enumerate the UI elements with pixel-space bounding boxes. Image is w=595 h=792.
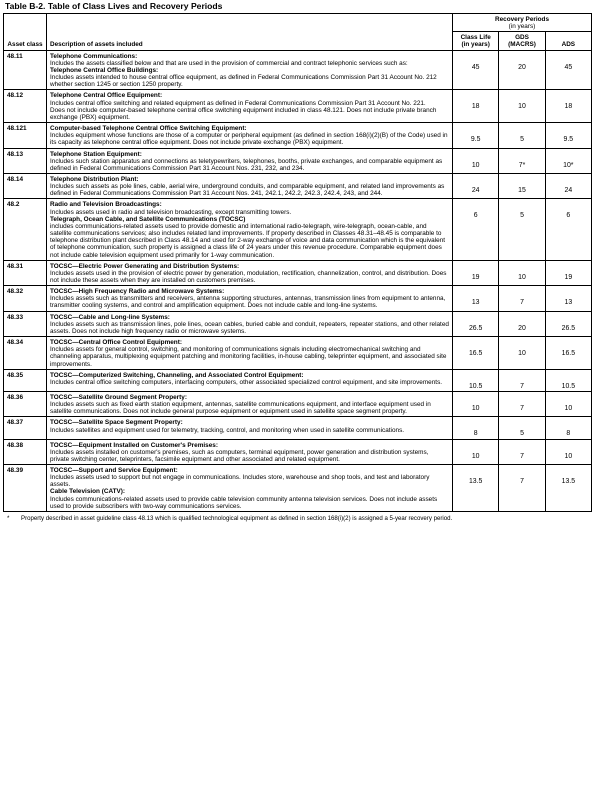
- table-row: [4, 90, 592, 123]
- description-text: Includes assets used to support but not engage in communications. Includes store, warehouse and shop tools, and test and laboratory assets.: [50, 474, 430, 489]
- description-text: Includes such station apparatus and connections as teletypewriters, telephones, booths, private exchanges, and comparable equipment as defined in Federal Communications Commission Part 31 Account Nos. 231, 232, and 234.: [50, 157, 443, 172]
- ads-cell: 45: [545, 50, 591, 90]
- asset-class-cell: 48.12: [4, 90, 47, 123]
- class-lives-table: [3, 13, 592, 512]
- description-heading: Cable Television (CATV):: [50, 488, 126, 496]
- gds-cell: 10: [499, 260, 545, 285]
- asset-class-cell: 48.121: [4, 123, 47, 148]
- asset-class-cell: 48.37: [4, 417, 47, 439]
- description-cell: [47, 123, 453, 148]
- gds-cell: 7: [499, 369, 545, 391]
- description-heading: TOCSC—Satellite Ground Segment Property:: [50, 393, 187, 401]
- description-heading: Radio and Television Broadcastings:: [50, 201, 162, 209]
- description-text: Includes central office switching computers, interfacing computers, other associated specialized control equipment, and site improvements.: [50, 378, 443, 386]
- table-body: [4, 50, 592, 511]
- class-life-cell: 24: [453, 173, 499, 198]
- description-heading: Telephone Central Office Buildings:: [50, 66, 159, 74]
- description-heading: TOCSC—Satellite Space Segment Property:: [50, 419, 183, 427]
- description-heading: Computer-based Telephone Central Office Switching Equipment:: [50, 125, 247, 133]
- gds-cell: 7: [499, 286, 545, 311]
- header-recovery-periods: [453, 14, 592, 32]
- gds-cell: 7: [499, 464, 545, 511]
- class-life-cell: 45: [453, 50, 499, 90]
- description-heading: TOCSC—Computerized Switching, Channeling, and Associated Control Equipment:: [50, 371, 304, 379]
- description-heading: TOCSC—Electric Power Generating and Distribution Systems:: [50, 262, 240, 270]
- table-row: [4, 439, 592, 464]
- class-life-cell: 16.5: [453, 337, 499, 370]
- class-life-cell: 26.5: [453, 311, 499, 336]
- footnote-text: Property described in asset guideline class 48.13 which is qualified technological equipment as defined in section 168(i)(2) is assigned a 5-year recovery period.: [21, 514, 453, 522]
- table-row: [4, 464, 592, 511]
- description-cell: [47, 90, 453, 123]
- table-row: [4, 369, 592, 391]
- description-cell: [47, 260, 453, 285]
- description-text: Includes assets such as transmitters and receivers, antenna supporting structures, antennas, transmission lines from equipment to antenna, transmitter cooling systems, and control and amplification equipment. Does not include cable and long-line systems.: [50, 295, 446, 310]
- gds-cell: 15: [499, 173, 545, 198]
- asset-class-cell: 48.34: [4, 337, 47, 370]
- asset-class-cell: 48.11: [4, 50, 47, 90]
- description-heading: Telephone Communications:: [50, 52, 138, 60]
- gds-cell: 7: [499, 439, 545, 464]
- description-heading: Telephone Station Equipment:: [50, 150, 142, 158]
- header-description: Description of assets included: [47, 14, 453, 51]
- asset-class-cell: 48.33: [4, 311, 47, 336]
- asset-class-cell: 48.36: [4, 391, 47, 416]
- table-row: [4, 148, 592, 173]
- class-life-cell: 6: [453, 199, 499, 260]
- description-text: Includes assets used in radio and television broadcasting, except transmitting towers.: [50, 208, 292, 216]
- ads-cell: 13: [545, 286, 591, 311]
- table-row: [4, 311, 592, 336]
- ads-cell: 10.5: [545, 369, 591, 391]
- asset-class-cell: 48.14: [4, 173, 47, 198]
- description-heading: Telephone Central Office Equipment:: [50, 92, 163, 100]
- asset-class-cell: 48.13: [4, 148, 47, 173]
- footnote: [3, 512, 592, 522]
- asset-class-cell: 48.39: [4, 464, 47, 511]
- description-cell: [47, 337, 453, 370]
- ads-cell: 26.5: [545, 311, 591, 336]
- header-recovery-periods-label: Recovery Periods: [495, 16, 549, 23]
- description-text: Includes assets such as transmission lines, pole lines, ocean cables, buried cable and conduit, repeaters, repeater stations, and other related assets. Does not include high frequency radio or microwave systems.: [50, 320, 449, 335]
- asset-class-cell: 48.38: [4, 439, 47, 464]
- description-cell: [47, 199, 453, 260]
- description-heading: TOCSC—Equipment Installed on Customer's Premises:: [50, 441, 218, 449]
- ads-cell: 8: [545, 417, 591, 439]
- class-life-cell: 18: [453, 90, 499, 123]
- footnote-mark: *: [7, 514, 10, 522]
- description-cell: [47, 439, 453, 464]
- ads-cell: 10: [545, 439, 591, 464]
- header-gds: GDS (MACRS): [499, 32, 545, 50]
- description-cell: [47, 417, 453, 439]
- gds-cell: 10: [499, 90, 545, 123]
- ads-cell: 16.5: [545, 337, 591, 370]
- description-text: Includes the assets classified below and that are used in the provision of commercial and contract telephonic services such as:: [50, 59, 408, 67]
- description-text: Includes assets installed on customer's premises, such as computers, terminal equipment, power generation and distribution systems, private switching center, teleprinters, facsimile equipment and other associated and related equipment.: [50, 448, 429, 463]
- table-row: [4, 173, 592, 198]
- gds-cell: 10: [499, 337, 545, 370]
- description-cell: [47, 464, 453, 511]
- description-text: Does not include computer-based telephone central office switching equipment included in class 48.121. Does not include private branch exchange (PBX) equipment.: [50, 106, 437, 121]
- ads-cell: 19: [545, 260, 591, 285]
- gds-cell: 5: [499, 417, 545, 439]
- ads-cell: 10*: [545, 148, 591, 173]
- class-life-cell: 19: [453, 260, 499, 285]
- description-text: Includes satellites and equipment used for telemetry, tracking, control, and monitoring when used in satellite communications.: [50, 426, 405, 434]
- table-row: [4, 337, 592, 370]
- table-row: [4, 391, 592, 416]
- table-row: [4, 417, 592, 439]
- description-heading: TOCSC—Support and Service Equipment:: [50, 466, 178, 474]
- description-cell: [47, 286, 453, 311]
- description-cell: [47, 148, 453, 173]
- ads-cell: 10: [545, 391, 591, 416]
- header-recovery-unit: (in years): [508, 23, 536, 31]
- description-text: includes communications-related assets used to provide domestic and international radio-telegraph, wire-telegraph, ocean-cable, and satellite communications services; also includes related land improvements. If property described in Classes 48.31–48.45 is comparable to telephone distribution plant described in Class 48.14 and used for 2-way exchange of voice and data communication which is the equivalent of telephone communication, such property is assigned a class life of 24 years under this revenue procedure. Comparable equipment does not include cable television equipment used primarily for 1-way communication.: [50, 222, 446, 259]
- header-class-life: Class Life (in years): [453, 32, 499, 50]
- table-row: [4, 123, 592, 148]
- table-row: [4, 286, 592, 311]
- ads-cell: 6: [545, 199, 591, 260]
- description-text: Includes assets used in the provision of electric power by generation, modulation, rectification, channelization, control, and distribution. Does not include these assets when they are installed on customers premises.: [50, 269, 447, 284]
- gds-cell: 20: [499, 50, 545, 90]
- table-title: Table B-2. Table of Class Lives and Recovery Periods: [5, 1, 223, 11]
- description-text: Includes assets such as fixed earth station equipment, antennas, satellite communications equipment, and interface equipment used in satellite communications. Does not include general purpose equipment or equipment used in satellite space segment property.: [50, 401, 431, 416]
- description-cell: [47, 311, 453, 336]
- description-heading: TOCSC—Central Office Control Equipment:: [50, 339, 182, 347]
- description-text: Includes such assets as pole lines, cable, aerial wire, underground conduits, and comparable equipment, and related land improvements as defined in Federal Communications Commission Part 31 Account Nos. 241, 242.1, 242.2, 242.3, 242.4, 243, and 244.: [50, 183, 445, 198]
- description-text: Includes central office switching and related equipment as defined in Federal Communications Commission Part 31 Account No. 221.: [50, 99, 426, 107]
- asset-class-cell: 48.2: [4, 199, 47, 260]
- class-life-cell: 8: [453, 417, 499, 439]
- table-row: [4, 50, 592, 90]
- gds-cell: 7: [499, 391, 545, 416]
- asset-class-cell: 48.31: [4, 260, 47, 285]
- gds-cell: 7*: [499, 148, 545, 173]
- asset-class-cell: 48.35: [4, 369, 47, 391]
- class-life-cell: 10: [453, 391, 499, 416]
- description-cell: [47, 369, 453, 391]
- description-heading: Telegraph, Ocean Cable, and Satellite Communications (TOCSC): [50, 215, 246, 223]
- description-heading: TOCSC—Cable and Long-line Systems:: [50, 313, 170, 321]
- description-text: Includes assets for general control, switching, and monitoring of communications signals including electromechanical switching and channeling apparatus, multiplexing equipment patching and monitoring facilities, in-house cabling, teleprinter equipment, and associated site improvements.: [50, 346, 447, 368]
- gds-cell: 20: [499, 311, 545, 336]
- description-heading: Telephone Distribution Plant:: [50, 175, 139, 183]
- asset-class-cell: 48.32: [4, 286, 47, 311]
- ads-cell: 24: [545, 173, 591, 198]
- class-life-cell: 13: [453, 286, 499, 311]
- description-text: Includes assets intended to house central office equipment, as defined in Federal Communications Commission Part 31 Account No. 212 whether section 1245 or section 1250 property.: [50, 74, 437, 89]
- header-ads: ADS: [561, 41, 576, 49]
- ads-cell: 18: [545, 90, 591, 123]
- description-heading: TOCSC—High Frequency Radio and Microwave Systems:: [50, 288, 225, 296]
- class-life-cell: 10: [453, 439, 499, 464]
- class-life-cell: 9.5: [453, 123, 499, 148]
- table-header: [4, 14, 592, 51]
- class-life-cell: 10.5: [453, 369, 499, 391]
- description-cell: [47, 173, 453, 198]
- ads-cell: 9.5: [545, 123, 591, 148]
- class-life-cell: 13.5: [453, 464, 499, 511]
- table-row: [4, 260, 592, 285]
- gds-cell: 5: [499, 199, 545, 260]
- description-cell: [47, 391, 453, 416]
- header-asset-class: Asset class: [4, 14, 47, 51]
- class-life-cell: 10: [453, 148, 499, 173]
- description-text: Includes equipment whose functions are those of a computer or peripheral equipment (as defined in section 168(i)(2)(B) of the Code) used in its capacity as telephone central office equipment. Does not include private exchange (PBX) equipment.: [50, 132, 448, 147]
- description-text: Includes communications-related assets used to provide cable television community antenna television services. Does not include assets used to provide subscribers with two-way communications services.: [50, 495, 438, 510]
- table-row: [4, 199, 592, 260]
- gds-cell: 5: [499, 123, 545, 148]
- description-cell: [47, 50, 453, 90]
- ads-cell: 13.5: [545, 464, 591, 511]
